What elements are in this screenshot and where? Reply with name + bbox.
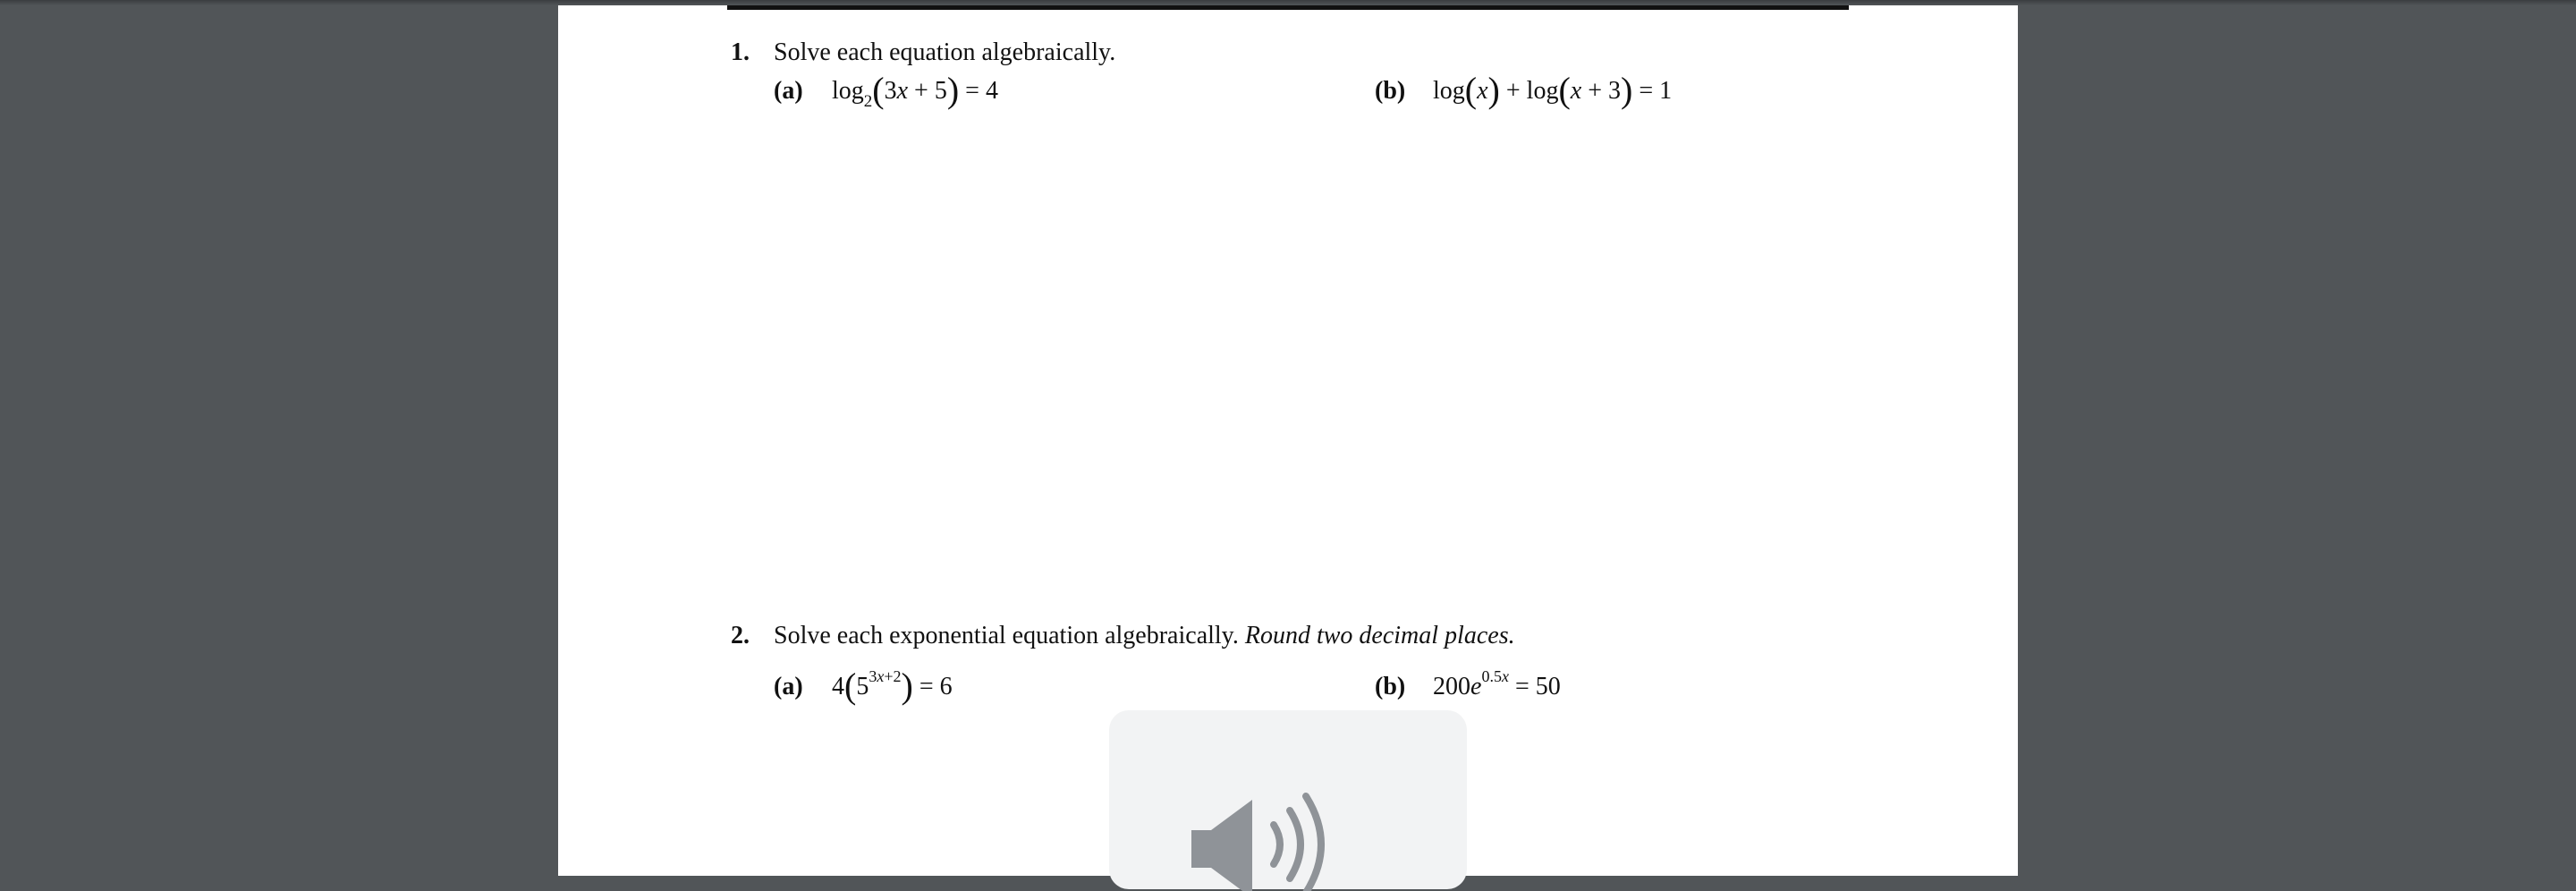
rounding-instruction: Round two decimal places. — [1244, 622, 1515, 649]
header-rule — [727, 5, 1849, 10]
equation-2b: $200e^{0.5x} = 50$ — [1433, 667, 1561, 700]
part-label: (b) — [1375, 673, 1406, 700]
part-label: (a) — [774, 673, 803, 700]
question-prompt: Solve each equation algebraically. — [774, 38, 1116, 66]
question-2-heading — [731, 621, 1515, 651]
question-1a — [774, 70, 998, 117]
question-prompt: Solve each exponential equation algebraically. — [774, 622, 1239, 649]
audio-player[interactable] — [1109, 710, 1467, 889]
document-page — [558, 5, 2018, 876]
equation-1a: $\log_2(3x + 5) = 4$ — [832, 70, 998, 111]
equation-2a: $4(5^{3x+2}) = 6$ — [832, 666, 953, 706]
question-1b — [1375, 70, 1673, 110]
equation-1b: log(x) + log(x + 3) = 1 — [1433, 70, 1673, 110]
part-label: (b) — [1375, 77, 1406, 105]
question-number: 1. — [731, 38, 750, 66]
part-label: (a) — [774, 77, 803, 105]
question-2a — [774, 661, 953, 706]
question-number: 2. — [731, 622, 750, 649]
question-1-heading — [731, 38, 1115, 68]
question-2b — [1375, 661, 1561, 702]
